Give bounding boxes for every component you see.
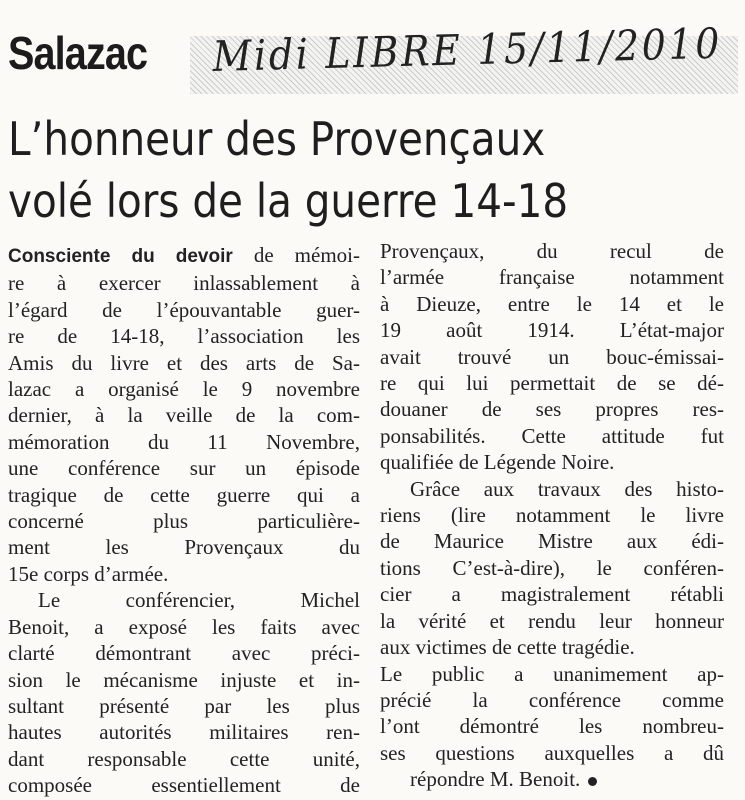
body-line: de Maurice Mistre aux édi- bbox=[380, 529, 724, 554]
body-line: re à exercer inlassablement à bbox=[8, 271, 360, 296]
body-line: précié la conférence comme bbox=[380, 687, 724, 712]
headline-line-1: L’honneur des Provençaux bbox=[8, 112, 546, 166]
body-line: tragique de cette guerre qui a bbox=[8, 482, 360, 507]
body-line: Grâce aux travaux des histo- bbox=[410, 476, 724, 501]
body-line: à Dieuze, entre le 14 et le bbox=[380, 291, 724, 316]
body-line bbox=[380, 766, 724, 792]
body-line: ses questions auxquelles a dû bbox=[380, 740, 724, 765]
body-line bbox=[8, 242, 360, 270]
body-line: Amis du livre et des arts de Sa- bbox=[8, 350, 360, 375]
body-line: sultant présenté par les plus bbox=[8, 693, 360, 718]
body-line: clarté démontrant avec préci- bbox=[8, 641, 360, 666]
body-line: dernier, à la veille de la com- bbox=[8, 403, 360, 428]
body-line: qualifiée de Légende Noire. bbox=[380, 450, 615, 475]
body-line: l’ont démontré les nombreu- bbox=[380, 714, 724, 739]
body-line: tions C’est-à-dire), le conféren- bbox=[380, 555, 724, 580]
body-line: une conférence sur un épisode bbox=[8, 456, 360, 481]
body-line: 15e corps d’armée. bbox=[8, 561, 169, 586]
body-line: la vérité et rendu leur honneur bbox=[380, 608, 724, 633]
body-line: douaner de ses propres res- bbox=[380, 397, 724, 422]
column-divider bbox=[369, 244, 370, 784]
body-line: hautes autorités militaires ren- bbox=[8, 720, 360, 745]
body-line: cier a magistralement rétabli bbox=[380, 582, 724, 607]
body-line-text: de mémoi- bbox=[232, 243, 360, 267]
end-mark-icon bbox=[588, 777, 597, 786]
kicker-row bbox=[0, 18, 745, 96]
body-line: Le conférencier, Michel bbox=[38, 588, 360, 613]
body-line: dant responsable cette unité, bbox=[8, 746, 360, 771]
body-line: riens (lire notamment le livre bbox=[380, 503, 724, 528]
body-line: composée essentiellement de bbox=[8, 773, 360, 798]
closing-line-text: répondre M. Benoit. bbox=[410, 767, 581, 792]
body-line: 19 août 1914. L’état-major bbox=[380, 318, 724, 343]
body-line: avait trouvé un bouc-émissai- bbox=[380, 344, 724, 369]
body-line: Benoit, a exposé les faits avec bbox=[8, 614, 360, 639]
article-headline bbox=[8, 108, 650, 232]
section-kicker: Salazac bbox=[8, 27, 148, 79]
body-line: ponsabilités. Cette attitude fut bbox=[380, 423, 724, 448]
body-line: aux victimes de cette tragédie. bbox=[380, 635, 635, 660]
lead-in: Consciente du devoir bbox=[8, 246, 233, 267]
article-column-left bbox=[8, 242, 360, 799]
body-line: concerné plus particulière- bbox=[8, 509, 360, 534]
body-line: l’armée française notamment bbox=[380, 265, 724, 290]
body-line: mémoration du 11 Novembre, bbox=[8, 429, 360, 454]
body-line: sion le mécanisme injuste et in- bbox=[8, 667, 360, 692]
body-line: ment les Provençaux du bbox=[8, 535, 360, 560]
body-line: Provençaux, du recul de bbox=[380, 239, 724, 263]
body-line: lazac a organisé le 9 novembre bbox=[8, 377, 360, 402]
handwritten-source-note: Midi LIBRE 15/11/2010 bbox=[212, 18, 723, 81]
article-column-right bbox=[380, 238, 724, 793]
body-line: l’égard de l’épouvantable guer- bbox=[8, 297, 360, 322]
body-line: Le public a unanimement ap- bbox=[380, 661, 724, 686]
body-line: re qui lui permettait de se dé- bbox=[380, 371, 724, 396]
body-line: re de 14-18, l’association les bbox=[8, 324, 360, 349]
headline-line-2: volé lors de la guerre 14-18 bbox=[8, 174, 569, 228]
